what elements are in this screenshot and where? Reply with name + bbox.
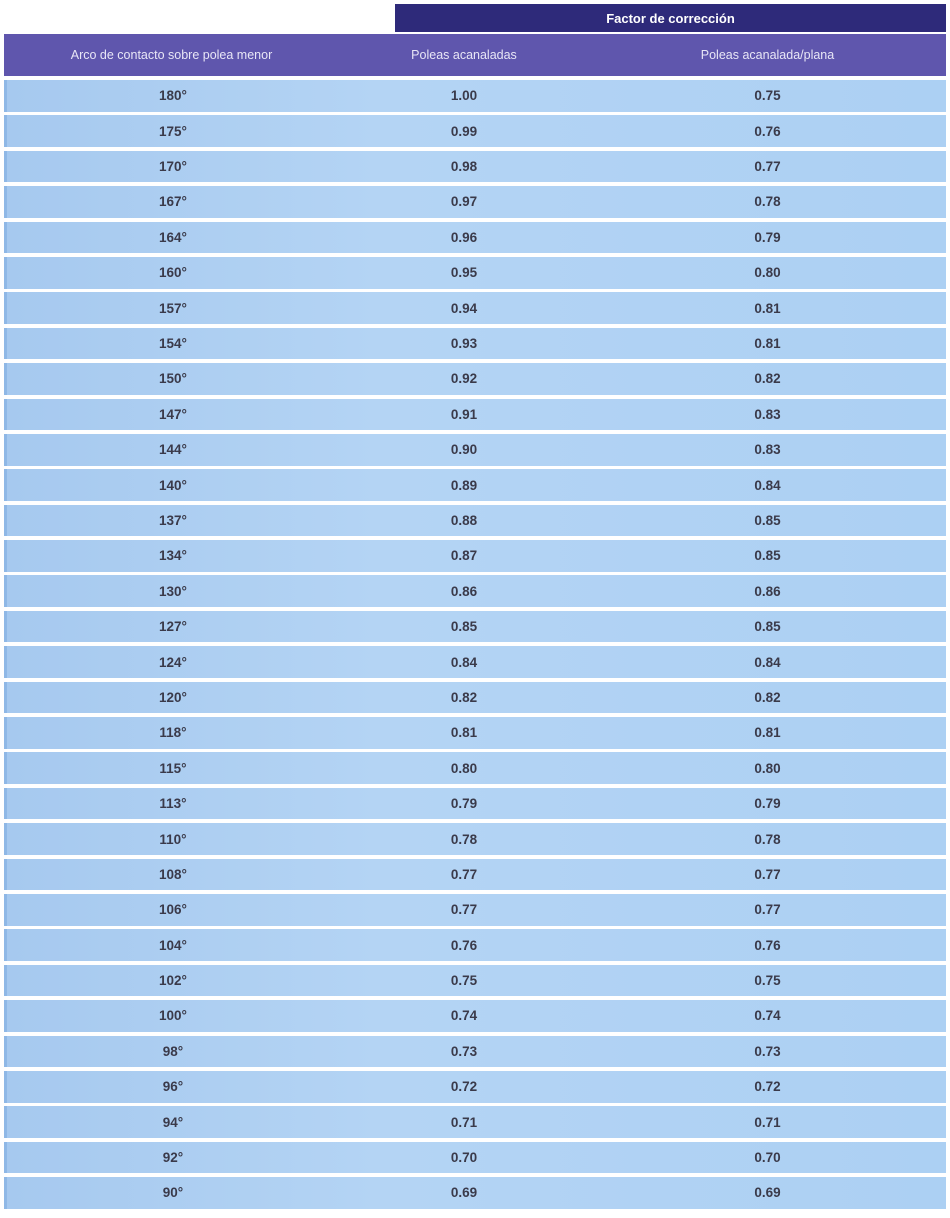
grooved-factor-cell: 0.74 (450, 1008, 478, 1024)
arc-cell: 144° (159, 442, 187, 458)
grooved-factor-cell: 0.77 (450, 866, 478, 882)
table-row (4, 788, 946, 820)
grooved-factor-cell: 0.85 (450, 619, 478, 635)
grooved-flat-factor-cell: 0.84 (754, 477, 781, 493)
arc-cell: 130° (159, 583, 187, 599)
grooved-flat-factor-cell: 0.79 (754, 229, 781, 245)
grooved-factor-cell: 0.70 (450, 1150, 478, 1166)
grooved-flat-factor-cell: 0.77 (754, 902, 781, 918)
table-row (4, 399, 946, 431)
arc-cell: 164° (159, 229, 187, 245)
grooved-flat-factor-cell: 0.83 (754, 406, 781, 422)
table-super-header (4, 4, 946, 32)
grooved-flat-factor-cell: 0.75 (754, 88, 781, 104)
grooved-factor-cell: 0.73 (450, 1043, 478, 1059)
column-header-grooved-pulleys: Poleas acanaladas (411, 48, 517, 62)
table-row (4, 257, 946, 289)
column-header-grooved-flat-pulleys: Poleas acanalada/plana (700, 48, 835, 62)
arc-cell: 104° (159, 937, 187, 953)
grooved-factor-cell: 0.80 (450, 760, 478, 776)
arc-cell: 100° (159, 1008, 187, 1024)
table-row (4, 505, 946, 537)
grooved-factor-cell: 0.95 (450, 265, 478, 281)
grooved-factor-cell: 0.81 (450, 725, 478, 741)
table-row (4, 929, 946, 961)
table-row (4, 80, 946, 112)
arc-cell: 115° (159, 760, 187, 776)
arc-cell: 134° (159, 548, 187, 564)
table-row (4, 682, 946, 714)
grooved-factor-cell: 0.89 (450, 477, 478, 493)
table-row (4, 363, 946, 395)
grooved-flat-factor-cell: 0.80 (754, 760, 781, 776)
arc-cell: 94° (162, 1114, 184, 1130)
table-row (4, 611, 946, 643)
grooved-factor-cell: 0.96 (450, 229, 478, 245)
table-row (4, 151, 946, 183)
grooved-factor-cell: 0.84 (450, 654, 478, 670)
table-row (4, 328, 946, 360)
grooved-flat-factor-cell: 0.69 (754, 1185, 781, 1201)
table-row (4, 1142, 946, 1174)
arc-cell: 157° (159, 300, 187, 316)
arc-cell: 92° (162, 1150, 184, 1166)
grooved-factor-cell: 0.69 (450, 1185, 478, 1201)
grooved-factor-cell: 0.94 (450, 300, 478, 316)
arc-cell: 118° (159, 725, 187, 741)
arc-cell: 167° (159, 194, 187, 210)
table-row (4, 292, 946, 324)
table-row (4, 222, 946, 254)
table-header-row (4, 32, 946, 76)
arc-cell: 110° (159, 831, 187, 847)
grooved-flat-factor-cell: 0.85 (754, 512, 781, 528)
table-row (4, 575, 946, 607)
grooved-flat-factor-cell: 0.72 (754, 1079, 781, 1095)
table-row (4, 115, 946, 147)
correction-factor-heading: Factor de corrección (395, 4, 946, 32)
grooved-factor-cell: 0.97 (450, 194, 478, 210)
grooved-flat-factor-cell: 0.83 (754, 442, 781, 458)
grooved-flat-factor-cell: 0.77 (754, 159, 781, 175)
grooved-factor-cell: 0.77 (450, 902, 478, 918)
grooved-flat-factor-cell: 0.81 (754, 725, 781, 741)
table-row (4, 1000, 946, 1032)
grooved-flat-factor-cell: 0.82 (754, 689, 781, 705)
arc-cell: 106° (159, 902, 187, 918)
table-row (4, 717, 946, 749)
table-row (4, 965, 946, 997)
grooved-flat-factor-cell: 0.77 (754, 866, 781, 882)
grooved-factor-cell: 0.76 (450, 937, 478, 953)
arc-cell: 90° (162, 1185, 184, 1201)
table-row (4, 1177, 946, 1209)
table-row (4, 469, 946, 501)
table-row (4, 540, 946, 572)
grooved-flat-factor-cell: 0.80 (754, 265, 781, 281)
grooved-factor-cell: 0.93 (450, 336, 478, 352)
grooved-factor-cell: 0.90 (450, 442, 478, 458)
grooved-factor-cell: 0.87 (450, 548, 478, 564)
table-row (4, 859, 946, 891)
grooved-flat-factor-cell: 0.86 (754, 583, 781, 599)
correction-factor-table (4, 4, 946, 1213)
arc-cell: 170° (159, 159, 187, 175)
grooved-flat-factor-cell: 0.81 (754, 300, 781, 316)
arc-cell: 140° (159, 477, 187, 493)
grooved-factor-cell: 0.88 (450, 512, 478, 528)
grooved-factor-cell: 1.00 (450, 88, 478, 104)
column-header-arc: Arco de contacto sobre polea menor (70, 48, 273, 62)
arc-cell: 160° (159, 265, 187, 281)
table-row (4, 1071, 946, 1103)
grooved-factor-cell: 0.99 (450, 123, 478, 139)
grooved-factor-cell: 0.79 (450, 796, 478, 812)
grooved-flat-factor-cell: 0.76 (754, 123, 781, 139)
grooved-factor-cell: 0.98 (450, 159, 478, 175)
table-row (4, 752, 946, 784)
grooved-flat-factor-cell: 0.78 (754, 831, 781, 847)
table-body (4, 80, 946, 1209)
arc-cell: 124° (159, 654, 187, 670)
arc-cell: 175° (159, 123, 187, 139)
grooved-flat-factor-cell: 0.81 (754, 336, 781, 352)
grooved-flat-factor-cell: 0.71 (754, 1114, 781, 1130)
arc-cell: 150° (159, 371, 187, 387)
grooved-flat-factor-cell: 0.85 (754, 548, 781, 564)
table-row (4, 823, 946, 855)
grooved-factor-cell: 0.71 (450, 1114, 478, 1130)
grooved-factor-cell: 0.91 (450, 406, 478, 422)
arc-cell: 120° (159, 689, 187, 705)
arc-cell: 127° (159, 619, 187, 635)
grooved-factor-cell: 0.86 (450, 583, 478, 599)
table-row (4, 434, 946, 466)
arc-cell: 108° (159, 866, 187, 882)
grooved-flat-factor-cell: 0.84 (754, 654, 781, 670)
grooved-flat-factor-cell: 0.78 (754, 194, 781, 210)
arc-cell: 96° (162, 1079, 184, 1095)
grooved-flat-factor-cell: 0.70 (754, 1150, 781, 1166)
arc-cell: 102° (159, 973, 187, 989)
grooved-flat-factor-cell: 0.73 (754, 1043, 781, 1059)
grooved-factor-cell: 0.75 (450, 973, 478, 989)
grooved-flat-factor-cell: 0.79 (754, 796, 781, 812)
table-row (4, 186, 946, 218)
grooved-flat-factor-cell: 0.82 (754, 371, 781, 387)
grooved-flat-factor-cell: 0.75 (754, 973, 781, 989)
grooved-factor-cell: 0.78 (450, 831, 478, 847)
grooved-flat-factor-cell: 0.76 (754, 937, 781, 953)
table-row (4, 1106, 946, 1138)
arc-cell: 98° (162, 1043, 184, 1059)
arc-cell: 147° (159, 406, 187, 422)
arc-cell: 154° (159, 336, 187, 352)
grooved-factor-cell: 0.72 (450, 1079, 478, 1095)
arc-cell: 113° (159, 796, 187, 812)
grooved-factor-cell: 0.92 (450, 371, 478, 387)
table-row (4, 894, 946, 926)
table-row (4, 1036, 946, 1068)
arc-cell: 137° (159, 512, 187, 528)
grooved-flat-factor-cell: 0.85 (754, 619, 781, 635)
arc-cell: 180° (159, 88, 187, 104)
grooved-factor-cell: 0.82 (450, 689, 478, 705)
grooved-flat-factor-cell: 0.74 (754, 1008, 781, 1024)
table-row (4, 646, 946, 678)
